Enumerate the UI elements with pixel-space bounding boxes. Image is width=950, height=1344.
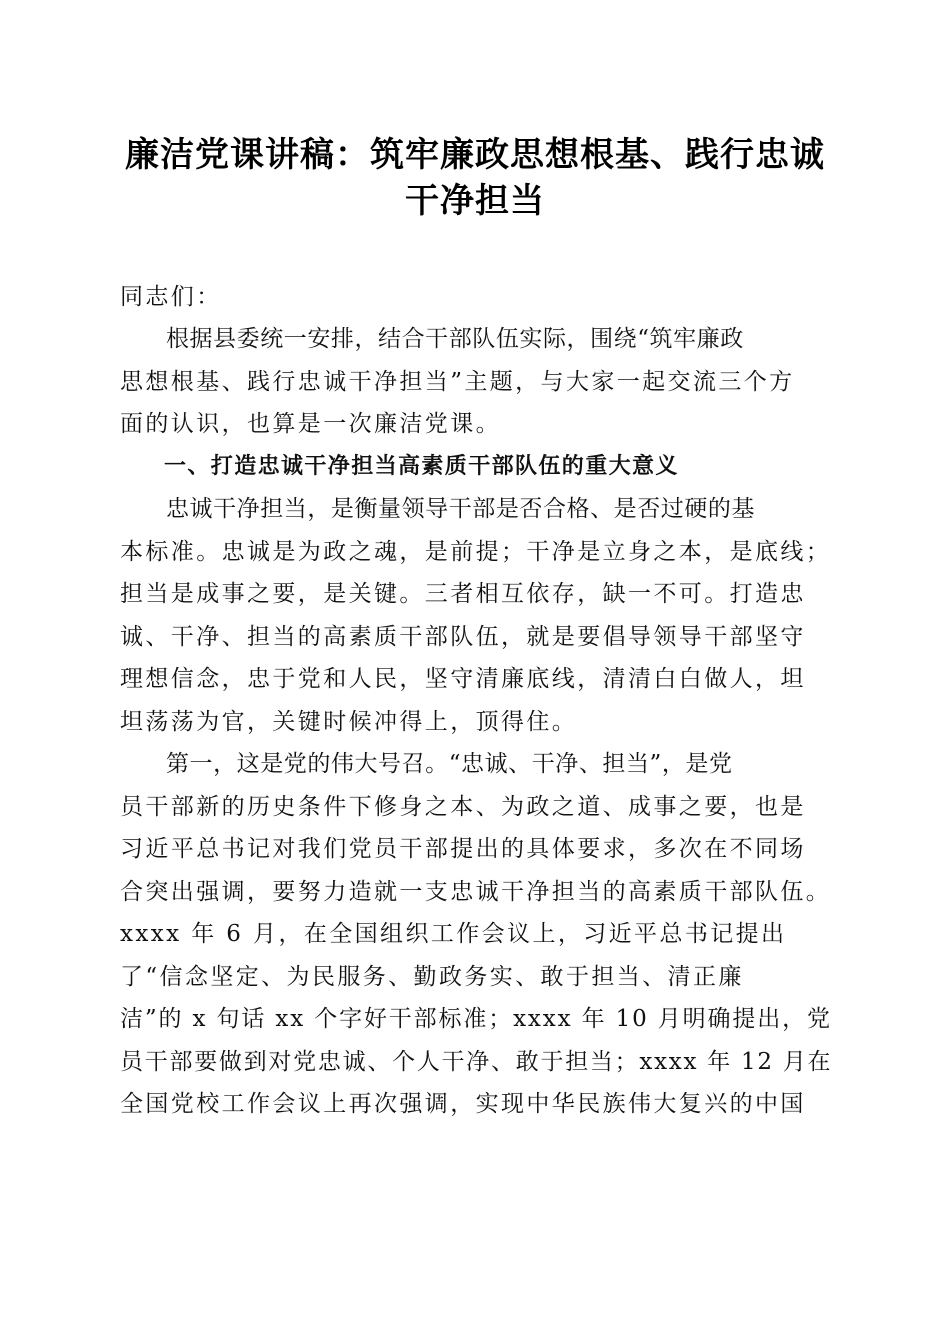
first-point-line: 洁”的 x 句话 xx 个字好干部标准；xxxx 年 10 月明确提出，党 <box>120 1006 832 1032</box>
section1-line: 担当是成事之要，是关键。三者相互依存，缺一不可。打造忠 <box>120 581 806 607</box>
intro-line: 面的认识，也算是一次廉洁党课。 <box>120 411 501 437</box>
first-point-line: 合突出强调，要努力造就一支忠诚干净担当的高素质干部队伍。 <box>120 878 832 905</box>
title-line-1: 廉洁党课讲稿：筑牢廉政思想根基、践行忠诚 <box>125 135 825 175</box>
first-point-line: xxxx 年 6 月，在全国组织工作会议上，习近平总书记提出 <box>120 921 787 947</box>
first-point-line: 员干部新的历史条件下修身之本、为政之道、成事之要，也是 <box>120 793 806 820</box>
title-line-2: 干净担当 <box>405 181 545 221</box>
intro-line: 根据县委统一安排，结合干部队伍实际，围绕“筑牢廉政 <box>166 326 744 352</box>
section1-line: 坦荡荡为官，关键时候冲得上，顶得住。 <box>120 708 578 735</box>
first-point-paragraph <box>120 743 832 1126</box>
first-point-line: 习近平总书记对我们党员干部提出的具体要求，多次在不同场 <box>120 836 806 862</box>
section1-line: 忠诚干净担当，是衡量领导干部是否合格、是否过硬的基 <box>166 496 755 522</box>
first-point-line: 全国党校工作会议上再次强调，实现中华民族伟大复兴的中国 <box>120 1091 806 1117</box>
intro-paragraph <box>120 318 832 446</box>
document-body <box>120 318 832 1126</box>
intro-line: 思想根基、践行忠诚干净担当”主题，与大家一起交流三个方 <box>120 368 795 395</box>
section1-paragraph <box>120 488 832 743</box>
first-point-line: 第一，这是党的伟大号召。“忠诚、干净、担当”，是党 <box>166 751 733 777</box>
section1-line: 本标准。忠诚是为政之魂，是前提；干净是立身之本，是底线； <box>120 538 832 565</box>
section1-line: 诚、干净、担当的高素质干部队伍，就是要倡导领导干部坚守 <box>120 623 806 650</box>
salutation: 同志们： <box>120 284 222 310</box>
first-point-line: 了“信念坚定、为民服务、勤政务实、敢于担当、清正廉 <box>120 963 744 990</box>
first-point-line: 员干部要做到对党忠诚、个人干净、敢于担当；xxxx 年 12 月在 <box>120 1048 833 1075</box>
section-heading-1: 一、打造忠诚干净担当高素质干部队伍的重大意义 <box>164 453 679 479</box>
document-title <box>100 132 850 224</box>
section1-line: 理想信念，忠于党和人民，坚守清廉底线，清清白白做人，坦 <box>120 666 806 692</box>
